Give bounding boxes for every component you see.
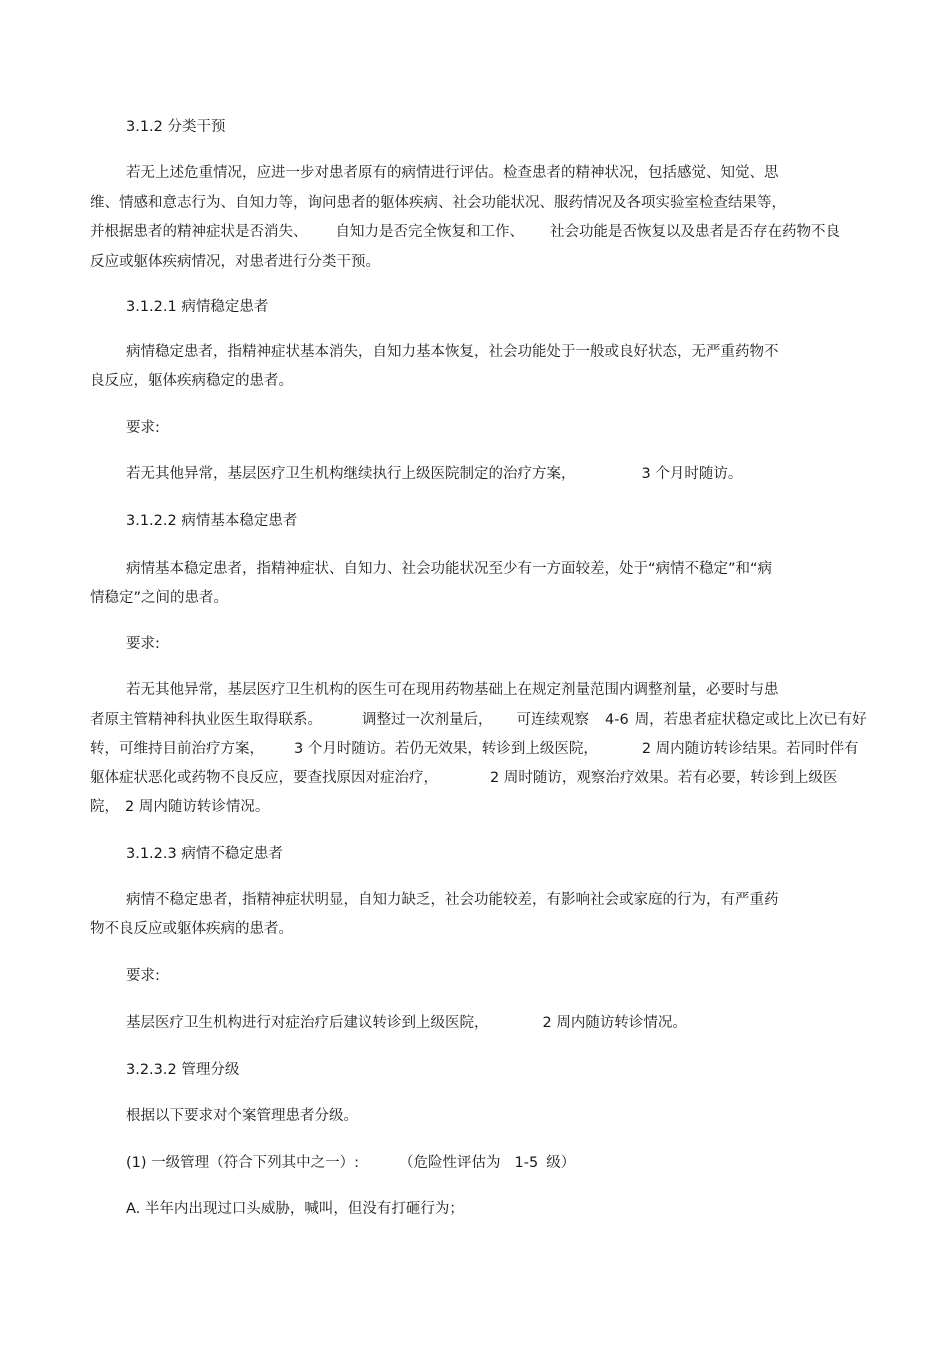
req2-l3-seg-b: 3 个月时随访。若仍无效果，转诊到上级医院，	[294, 741, 598, 757]
stable-def-line-2: 良反应，躯体疾病稳定的患者。	[90, 373, 293, 389]
req2-l2-seg-d: 4-6	[605, 712, 629, 728]
requirement-label-2: 要求:	[126, 636, 160, 652]
intro-line-4: 反应或躯体疾病情况，对患者进行分类干预。	[90, 254, 380, 270]
level1-seg-b: （危险性评估为	[399, 1155, 501, 1171]
level1-seg-a: (1) 一级管理（符合下列其中之一）:	[126, 1155, 360, 1171]
heading-3-1-2-1: 3.1.2.1 病情稳定患者	[126, 299, 269, 315]
req2-line-3	[90, 739, 859, 759]
intro-seg-a: 并根据患者的精神症状是否消失、	[90, 224, 308, 240]
req2-line-5	[90, 797, 269, 817]
req1-seg-b: 3 个月时随访。	[641, 466, 743, 482]
unstable-def-line-2: 物不良反应或躯体疾病的患者。	[90, 921, 293, 937]
req2-l2-seg-b: 调整过一次剂量后，	[362, 712, 493, 728]
unstable-def-line-1: 病情不稳定患者，指精神症状明显，自知力缺乏，社会功能较差，有影响社会或家庭的行为，有严重药	[126, 892, 779, 908]
req2-l4-seg-a: 躯体症状恶化或药物不良反应，要查找原因对症治疗，	[90, 770, 438, 786]
requirement-3-text	[126, 1013, 687, 1033]
req2-l2-seg-a: 者原主管精神科执业医生取得联系。	[90, 712, 322, 728]
req2-l2-seg-e: 周，若患者症状稳定或比上次已有好	[634, 712, 867, 728]
stable-def-line-1: 病情稳定患者，指精神症状基本消失，自知力基本恢复，社会功能处于一般或良好状态，无严重药物不	[126, 344, 779, 360]
req2-l4-seg-b: 2 周时随访，观察治疗效果。若有必要，转诊到上级医	[490, 770, 838, 786]
req2-l2-seg-c: 可连续观察	[516, 712, 589, 728]
req1-seg-a: 若无其他异常，基层医疗卫生机构继续执行上级医院制定的治疗方案，	[126, 466, 576, 482]
req2-line-1: 若无其他异常，基层医疗卫生机构的医生可在现用药物基础上在规定剂量范围内调整剂量，必要时与患	[126, 682, 779, 698]
level1-seg-c: 1-5	[514, 1155, 539, 1171]
req2-l3-seg-a: 转，可维持目前治疗方案，	[90, 741, 264, 757]
basic-def-line-2: 情稳定”之间的患者。	[90, 590, 229, 606]
basic-def-line-1: 病情基本稳定患者，指精神症状、自知力、社会功能状况至少有一方面较差，处于“病情不稳定”和“病	[126, 561, 773, 577]
level-1-management	[126, 1153, 575, 1173]
req3-seg-a: 基层医疗卫生机构进行对症治疗后建议转诊到上级医院，	[126, 1015, 489, 1031]
requirement-label-1: 要求:	[126, 420, 160, 436]
req3-seg-b: 2 周内随访转诊情况。	[542, 1015, 687, 1031]
heading-3-1-2-2: 3.1.2.2 病情基本稳定患者	[126, 513, 298, 529]
req2-line-2	[90, 710, 867, 730]
heading-3-1-2: 3.1.2 分类干预	[126, 119, 226, 135]
intro-line-3	[90, 222, 840, 242]
intro-line-2: 维、情感和意志行为、自知力等，询问患者的躯体疾病、社会功能状况、服药情况及各项实验室检查结果等，	[90, 195, 786, 211]
heading-3-2-3-2: 3.2.3.2 管理分级	[126, 1062, 240, 1078]
intro-seg-c: 社会功能是否恢复以及患者是否存在药物不良	[550, 224, 840, 240]
req2-l5-seg-b: 2 周内随访转诊情况。	[125, 799, 270, 815]
intro-seg-b: 自知力是否完全恢复和工作、	[335, 224, 524, 240]
item-a: A. 半年内出现过口头威胁，喊叫，但没有打砸行为；	[126, 1201, 464, 1217]
requirement-1-text	[126, 464, 742, 484]
level1-seg-d: 级）	[546, 1155, 576, 1171]
grading-intro: 根据以下要求对个案管理患者分级。	[126, 1108, 358, 1124]
intro-line-1: 若无上述危重情况，应进一步对患者原有的病情进行评估。检查患者的精神状况，包括感觉、知觉、思	[126, 165, 779, 181]
req2-l3-seg-c: 2 周内随访转诊结果。若同时伴有	[641, 741, 859, 757]
heading-3-1-2-3: 3.1.2.3 病情不稳定患者	[126, 846, 283, 862]
requirement-label-3: 要求:	[126, 968, 160, 984]
req2-line-4	[90, 768, 837, 788]
req2-l5-seg-a: 院，	[90, 799, 119, 815]
